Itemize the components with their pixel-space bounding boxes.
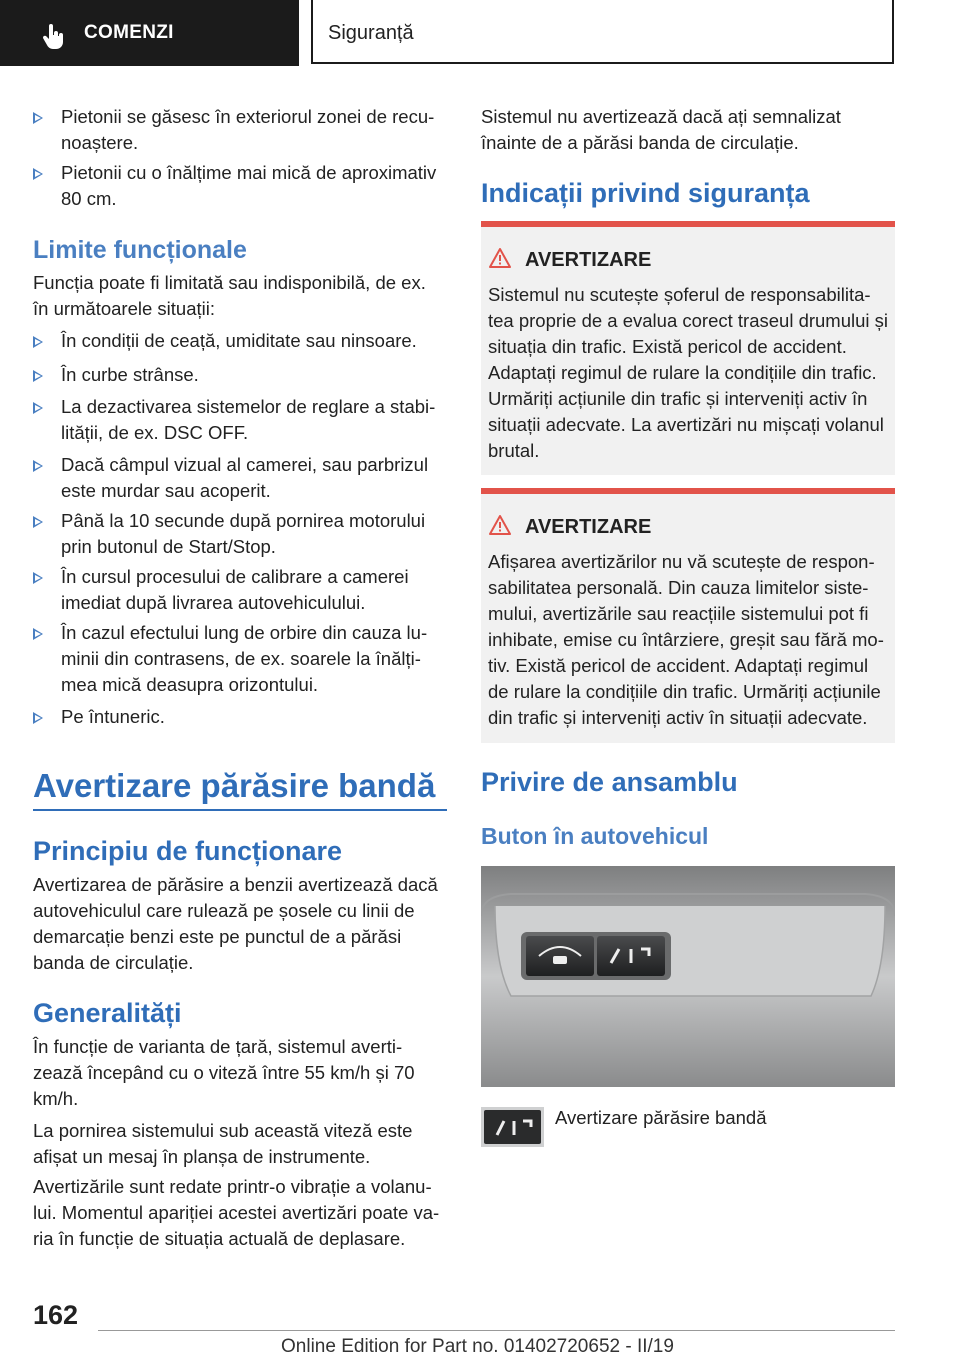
list-item [33,104,448,156]
bullet-triangle-icon [33,112,43,124]
hand-pointer-icon [40,24,66,50]
list-item-text: În curbe strânse. [61,364,199,385]
bullet-triangle-icon [33,628,43,640]
warning-triangle-icon [488,514,512,536]
principle-heading: Principiu de funcționare [33,836,343,866]
section-label: Siguranță [328,22,414,44]
list-item [33,508,448,560]
button-heading: Buton în autovehicul [481,823,709,849]
list-item-text: Pietonii se găsesc în exteriorul zonei de recu-noaștere. [61,106,435,153]
list-item [33,328,448,354]
list-item-text: În condiții de ceață, umiditate sau ninsoare. [61,330,417,351]
main-heading: Avertizare părăsire bandă [33,767,436,804]
limits-heading: Limite funcționale [33,236,247,264]
general-paragraph-2: La pornirea sistemului sub această viteză este afișat un mesaj în planșa de instrumente. [33,1120,413,1167]
heading-rule [33,809,447,811]
bullet-triangle-icon [33,460,43,472]
list-item-text: La dezactivarea sistemelor de reglare a stabi-lității, de ex. DSC OFF. [61,396,436,443]
list-item [33,704,448,730]
warning-text: Afișarea avertizărilor nu vă scutește de respon-sabilitatea personală. Din cauza limitelor siste-mului, avertizările sau reacțiile sistemului pot fi inhibate, emise cu întârziere, greșit sau fără mo-tiv. Există pericol de accident. Adaptați regimul de rulare la condițiile din trafic. Urmăriți acțiunile din trafic și interveniți activ în situații adecvate. [488,551,884,728]
bullet-triangle-icon [33,572,43,584]
safety-heading: Indicații privind siguranța [481,178,810,208]
edition-text: Online Edition for Part no. 01402720652 - II/19 [281,1336,674,1357]
button-caption: Avertizare părăsire bandă [555,1107,767,1128]
list-item [33,620,448,698]
list-item [33,452,448,504]
section-header [311,0,894,64]
page-number: 162 [33,1300,79,1330]
right-intro: Sistemul nu avertizează dacă ați semnalizat înainte de a părăsi banda de circulație. [481,106,841,153]
bullet-triangle-icon [33,168,43,180]
warning-text: Sistemul nu scutește șoferul de responsabilita-tea proprie de a evalua corect traseul drumului și situația din trafic. Există pericol de accident. Adaptați regimul de rulare la condițiile din trafic. Urmăriți acțiunile din trafic și interveniți activ în situații adecvate. La avertizări nu mișcați volanul brutal. [488,284,889,461]
list-item [33,160,448,212]
list-item [33,394,448,446]
list-item-text: În cazul efectului lung de orbire din cauza lu-minii din contrasens, de ex. soarele la înălți-mea mică deasupra orizontului. [61,622,428,695]
button-panel-photo [481,866,895,1087]
warning-box [481,221,895,475]
lane-departure-button-icon [481,1107,544,1147]
warning-title: AVERTIZARE [525,516,652,538]
general-paragraph-3: Avertizările sunt redate printr-o vibrație a volanu-lui. Momentul apariției acestei avertizări poate va-ria în funcție de situația actuală de deplasare. [33,1176,440,1249]
list-item-text: Pe întuneric. [61,706,165,727]
bullet-triangle-icon [33,516,43,528]
chapter-tab-label: COMENZI [84,22,174,43]
list-item [33,362,448,388]
bullet-triangle-icon [33,402,43,414]
overview-heading: Privire de ansamblu [481,767,738,797]
general-heading: Generalități [33,998,182,1028]
list-item-text: Până la 10 secunde după pornirea motorului prin butonul de Start/Stop. [61,510,426,557]
warning-title: AVERTIZARE [525,249,652,271]
principle-text: Avertizarea de părăsire a benzii avertizează dacă autovehiculul care rulează pe șosele cu linii de demarcație benzi este pe punctul de a părăsi banda de circulație. [33,874,438,973]
list-item-text: În cursul procesului de calibrare a camerei imediat după livrarea autovehiculului. [61,566,409,613]
general-paragraph-1: În funcție de varianta de țară, sistemul averti-zează începând cu o viteză între 55 km/h și 70 km/h. [33,1036,415,1109]
list-item-text: Pietonii cu o înălțime mai mică de aproximativ 80 cm. [61,162,437,209]
bullet-triangle-icon [33,370,43,382]
bullet-triangle-icon [33,712,43,724]
chapter-tab[interactable] [0,0,299,66]
warning-triangle-icon [488,247,512,269]
limits-intro: Funcția poate fi limitată sau indisponibilă, de ex. în următoarele situații: [33,272,426,319]
footer-rule [98,1330,895,1331]
list-item-text: Dacă câmpul vizual al camerei, sau parbrizul este murdar sau acoperit. [61,454,429,501]
warning-box [481,488,895,743]
list-item [33,564,448,616]
bullet-triangle-icon [33,336,43,348]
